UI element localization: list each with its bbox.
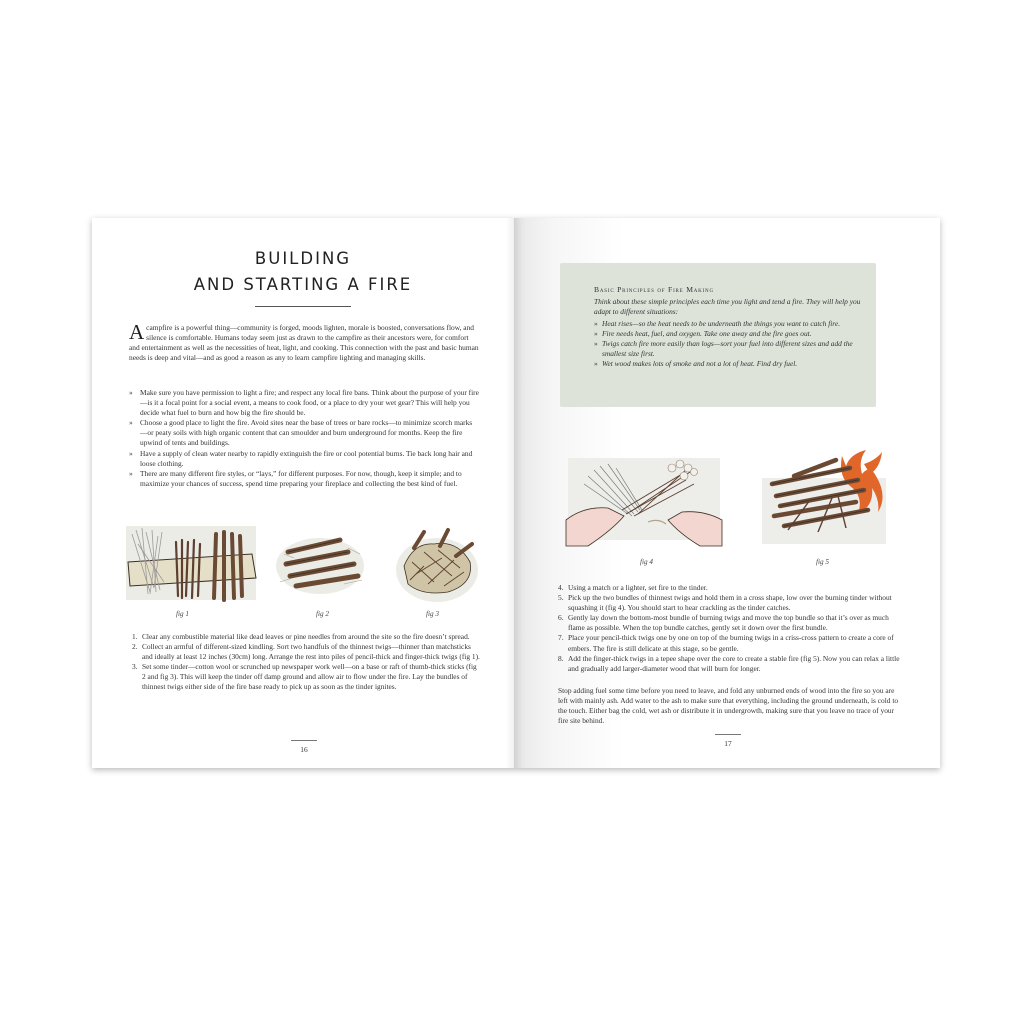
page-title-line-1: BUILDING bbox=[254, 249, 352, 268]
step-text: Using a match or a lighter, set fire to the tinder. bbox=[568, 583, 708, 592]
steps-list bbox=[132, 632, 482, 693]
list-item bbox=[132, 642, 482, 662]
step-number: 8. bbox=[558, 653, 564, 663]
fig-2-caption: fig 2 bbox=[316, 610, 329, 618]
list-item bbox=[132, 662, 482, 692]
box-intro: Think about these simple principles each time you light and tend a fire. They will help you adapt to different situations: bbox=[594, 297, 861, 317]
fig-1-caption: fig 1 bbox=[176, 610, 189, 618]
step-number: 1. bbox=[132, 632, 138, 641]
box-heading: Basic Principles of Fire Making bbox=[594, 285, 714, 294]
page-number: 17 bbox=[724, 739, 732, 748]
principles-box bbox=[560, 263, 876, 407]
intro-text: campfire is a powerful thing—community is forged, moods lighten, morale is boosted, conversations flow, and silence is comfortable. Humans today seem just as drawn to the campfire as their ancestors were, for comfort and entertainment as well as the necessities of heat, light, and cooking. This connection with the past and basic human needs is deep and vital—and as good a reason as any to learn campfire lighting and managing skills. bbox=[129, 323, 479, 363]
list-item bbox=[558, 613, 904, 633]
fig-3-illustration bbox=[394, 522, 480, 606]
list-item-text: Heat rises—so the heat needs to be underneath the things you want to catch fire. bbox=[602, 319, 841, 328]
list-item-text: Fire needs heat, fuel, and oxygen. Take one away and the fire goes out. bbox=[602, 329, 812, 339]
list-item bbox=[129, 449, 479, 469]
bullet-marker: » bbox=[594, 339, 598, 349]
fig-5-illustration bbox=[754, 440, 894, 550]
closing-paragraph: Stop adding fuel some time before you need to leave, and fold any unburned ends of wood into the fire so you are left with mainly ash. Add water to the ash to make sure that everything, including the ground underneath, is cold to the touch. Either bag the cold, wet ash or distribute it in undergrowth, making sure that you leave no trace of your fire site behind. bbox=[558, 686, 899, 726]
fig-4-caption: fig 4 bbox=[640, 558, 653, 566]
intro-paragraph bbox=[129, 320, 479, 363]
list-item bbox=[594, 329, 872, 339]
folio-divider bbox=[291, 740, 317, 741]
step-text: Set some tinder—cotton wool or scrunched up newspaper work well—on a base or raft of thumb-thick sticks (fig 2 and fig 3). This will keep the tinder off damp ground and allow air to flow under the fire. Lay the bundles of thinnest twigs either side of the fire base ready to pick up as soon as the tinder ignites. bbox=[142, 662, 477, 692]
list-item bbox=[558, 654, 904, 674]
bullet-marker: » bbox=[129, 468, 133, 478]
fig-4-illustration bbox=[564, 450, 724, 550]
step-number: 3. bbox=[132, 662, 138, 672]
fig-3-caption: fig 3 bbox=[426, 610, 439, 618]
step-number: 6. bbox=[558, 613, 564, 623]
list-item-text: Wet wood makes lots of smoke and not a lot of heat. Find dry fuel. bbox=[602, 359, 798, 369]
book-spread bbox=[92, 218, 940, 768]
tips-list bbox=[129, 388, 479, 489]
bullet-marker: » bbox=[594, 359, 598, 369]
list-item-text: Twigs catch fire more easily than logs—sort your fuel into different sizes and add the smallest size first. bbox=[602, 339, 853, 359]
step-number: 4. bbox=[558, 583, 564, 592]
fig-2-illustration bbox=[274, 524, 366, 600]
page-number: 16 bbox=[300, 745, 308, 754]
right-page bbox=[514, 218, 940, 768]
step-number: 5. bbox=[558, 593, 564, 603]
bullet-marker: » bbox=[594, 319, 598, 328]
list-item bbox=[132, 632, 482, 642]
step-text: Gently lay down the bottom-most bundle of burning twigs and move the top bundle so that it’s over as much flame as possible. When the top bundle catches, gently set it down over the first bundle. bbox=[568, 613, 889, 633]
folio-divider bbox=[715, 734, 741, 735]
list-item bbox=[129, 388, 479, 418]
list-item bbox=[129, 418, 479, 448]
bullet-marker: » bbox=[594, 329, 598, 339]
step-number: 7. bbox=[558, 633, 564, 643]
list-item-text: Make sure you have permission to light a fire; and respect any local fire bans. Think about the purpose of your fire—is it a focal point for a social event, a means to cook food, or a place to dry your wet gear? This will help you decide what fuel to burn and how big the fire should be. bbox=[140, 388, 479, 418]
fig-1-illustration bbox=[120, 514, 260, 616]
steps-list bbox=[558, 583, 904, 674]
list-item-text: Have a supply of clean water nearby to rapidly extinguish the fire or cool potential burns. Tie back long hair and loose clothing. bbox=[140, 448, 473, 468]
step-text: Pick up the two bundles of thinnest twigs and hold them in a cross shape, low over the burning tinder without squashing it (fig 4). You should start to hear crackling as the tinder catches. bbox=[568, 593, 892, 613]
title-divider bbox=[255, 306, 351, 307]
list-item bbox=[558, 593, 904, 613]
step-text: Collect an armful of different-sized kindling. Sort two handfuls of the thinnest twigs—thinner than matchsticks and ideally at least 12 inches (30cm) long. Arrange the rest into piles of pencil-thick and finger-thick twigs (fig 1). bbox=[142, 642, 480, 662]
list-item bbox=[558, 633, 904, 653]
fig-5-caption: fig 5 bbox=[816, 558, 829, 566]
list-item bbox=[558, 583, 904, 593]
step-text: Clear any combustible material like dead leaves or pine needles from around the site so the fire doesn’t spread. bbox=[142, 632, 470, 641]
step-text: Add the finger-thick twigs in a tepee shape over the core to create a stable fire (fig 5). Now you can relax a little and gradually add larger-diameter wood that will burn for longer. bbox=[568, 653, 900, 673]
spine-gutter bbox=[506, 218, 522, 768]
principles-list bbox=[594, 319, 872, 369]
step-number: 2. bbox=[132, 642, 138, 652]
list-item bbox=[594, 339, 872, 359]
list-item-text: There are many different fire styles, or “lays,” for different purposes. For now, though, keep it simple; and to maximize your chances of success, spend time preparing your fireplace and collecting the best kind of fuel. bbox=[140, 468, 462, 488]
list-item bbox=[129, 469, 479, 489]
list-item-text: Choose a good place to light the fire. Avoid sites near the base of trees or bare rocks—to minimize scorch marks—or peaty soils with high organic content that can smoulder and burn underground for months. Keep the fire upwind of tents and buildings. bbox=[140, 418, 473, 448]
drop-cap: A bbox=[129, 320, 145, 344]
step-text: Place your pencil-thick twigs one by one on top of the burning twigs in a criss-cross pattern to create a core of embers. The fire is still delicate at this stage, so be gentle. bbox=[568, 633, 894, 653]
bullet-marker: » bbox=[129, 388, 133, 397]
page-title-line-2: AND STARTING A FIRE bbox=[193, 275, 413, 294]
left-page bbox=[92, 218, 514, 768]
bullet-marker: » bbox=[129, 448, 133, 458]
bullet-marker: » bbox=[129, 418, 133, 428]
list-item bbox=[594, 319, 872, 329]
list-item bbox=[594, 359, 872, 369]
